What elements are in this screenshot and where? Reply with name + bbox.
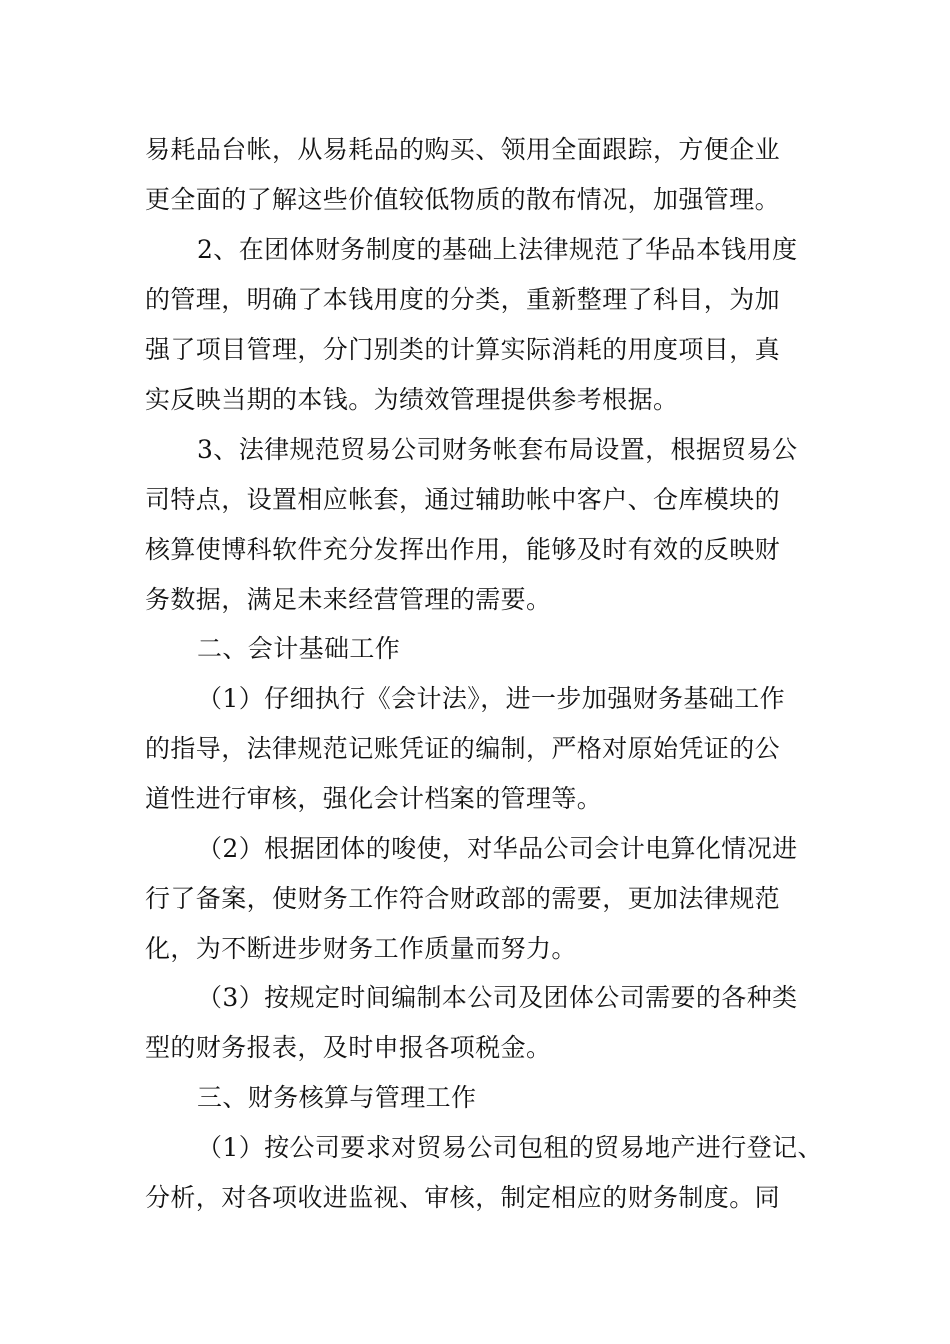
section-heading: 三、财务核算与管理工作: [197, 1083, 477, 1112]
text-line: （2）根据团体的唆使，对华品公司会计电算化情况进: [197, 834, 798, 863]
section-heading: 二、会计基础工作: [197, 634, 401, 663]
text-line: 3、法律规范贸易公司财务帐套布局设置，根据贸易公: [197, 435, 798, 464]
text-line: 2、在团体财务制度的基础上法律规范了华品本钱用度: [197, 235, 798, 264]
text-line: 司特点，设置相应帐套，通过辅助帐中客户、仓库模块的: [145, 485, 781, 514]
text-line: 更全面的了解这些价值较低物质的散布情况，加强管理。: [145, 185, 781, 214]
text-line: 行了备案，使财务工作符合财政部的需要，更加法律规范: [145, 884, 781, 913]
text-line: 易耗品台帐，从易耗品的购买、领用全面跟踪，方便企业: [145, 135, 781, 164]
text-line: （1）仔细执行《会计法》，进一步加强财务基础工作: [197, 684, 786, 713]
text-line: 道性进行审核，强化会计档案的管理等。: [145, 784, 603, 813]
text-line: 化，为不断进步财务工作质量而努力。: [145, 934, 577, 963]
text-line: 型的财务报表，及时申报各项税金。: [145, 1033, 552, 1062]
text-line: （1）按公司要求对贸易公司包租的贸易地产进行登记、: [197, 1133, 823, 1162]
text-line: 的指导，法律规范记账凭证的编制，严格对原始凭证的公: [145, 734, 781, 763]
text-line: 分析，对各项收进监视、审核，制定相应的财务制度。同: [145, 1183, 781, 1212]
text-line: （3）按规定时间编制本公司及团体公司需要的各种类: [197, 983, 798, 1012]
text-line: 的管理，明确了本钱用度的分类，重新整理了科目，为加: [145, 285, 781, 314]
text-line: 实反映当期的本钱。为绩效管理提供参考根据。: [145, 385, 679, 414]
text-line: 强了项目管理，分门别类的计算实际消耗的用度项目，真: [145, 335, 781, 364]
text-line: 核算使博科软件充分发挥出作用，能够及时有效的反映财: [145, 535, 781, 564]
text-line: 务数据，满足未来经营管理的需要。: [145, 585, 552, 614]
